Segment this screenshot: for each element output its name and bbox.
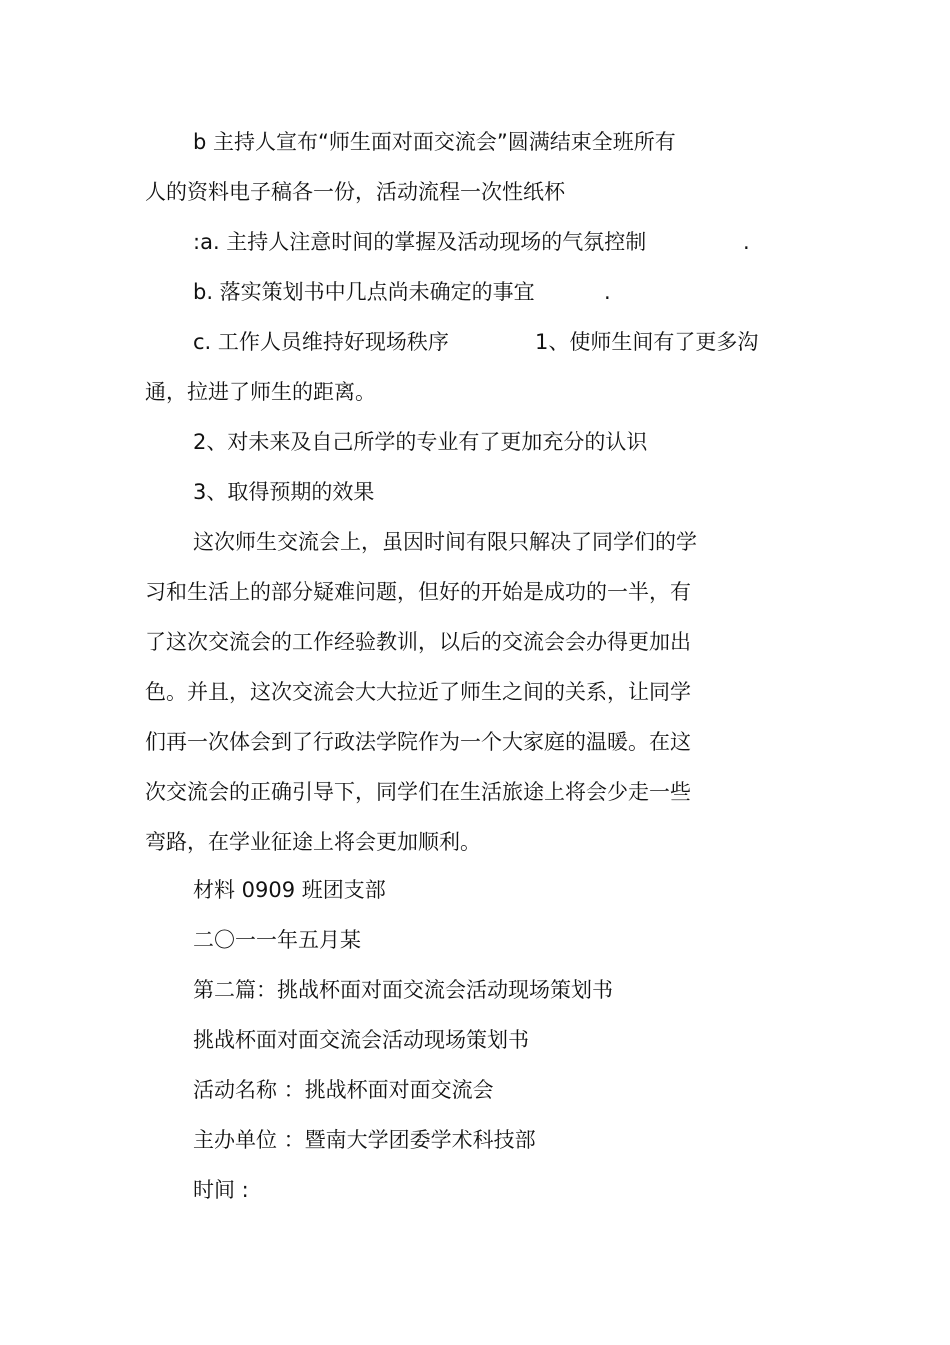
line-text: 挑战杯面对面交流会活动现场策划书 <box>193 1028 529 1052</box>
paragraph-line <box>145 377 376 407</box>
line-text: b 主持人宣布“师生面对面交流会”圆满结束全班所有 <box>193 130 676 154</box>
paragraph-line <box>145 727 691 757</box>
line-text: 弯路，在学业征途上将会更加顺利。 <box>145 830 481 854</box>
line-text: 材料 0909 班团支部 <box>193 878 386 902</box>
line-text: 人的资料电子稿各一份，活动流程一次性纸杯 <box>145 180 565 204</box>
line-text: 们再一次体会到了行政法学院作为一个大家庭的温暖。在这 <box>145 730 691 754</box>
paragraph-line <box>145 627 691 657</box>
line-text: 了这次交流会的工作经验教训，以后的交流会会办得更加出 <box>145 630 691 654</box>
line-text: 3、取得预期的效果 <box>193 480 375 504</box>
paragraph-line <box>145 827 481 857</box>
paragraph-line <box>193 127 676 157</box>
line-text: 第二篇：挑战杯面对面交流会活动现场策划书 <box>193 978 613 1002</box>
line-text: 色。并且，这次交流会大大拉近了师生之间的关系，让同学 <box>145 680 691 704</box>
paragraph-line <box>193 1125 536 1155</box>
line-text: 1、使师生间有了更多沟 <box>535 330 759 354</box>
line-text: 次交流会的正确引导下，同学们在生活旅途上将会少走一些 <box>145 780 691 804</box>
line-text: c. 工作人员维持好现场秩序 <box>193 330 449 354</box>
paragraph-line <box>193 975 613 1005</box>
paragraph-line <box>193 1175 249 1205</box>
trailing-dot: . <box>743 230 750 254</box>
paragraph-line <box>193 427 647 457</box>
paragraph-line <box>193 527 697 557</box>
line-text: 时间 : <box>193 1178 249 1202</box>
paragraph-line <box>193 1025 529 1055</box>
line-text: 二〇一一年五月某 <box>193 928 361 952</box>
line-text: b. 落实策划书中几点尚未确定的事宜 <box>193 280 535 304</box>
line-text: 主办单位 ：暨南大学团委学术科技部 <box>193 1128 536 1152</box>
line-text: 这次师生交流会上，虽因时间有限只解决了同学们的学 <box>193 530 697 554</box>
paragraph-line <box>145 677 691 707</box>
paragraph-line <box>193 477 374 507</box>
line-text: 2、对未来及自己所学的专业有了更加充分的认识 <box>193 430 648 454</box>
line-text: 通，拉进了师生的距离。 <box>145 380 376 404</box>
paragraph-line <box>145 777 691 807</box>
trailing-dot: . <box>604 280 611 304</box>
line-text: 习和生活上的部分疑难问题，但好的开始是成功的一半，有 <box>145 580 691 604</box>
paragraph-line <box>145 177 565 207</box>
paragraph-line <box>193 925 361 955</box>
line-text: :a. 主持人注意时间的掌握及活动现场的气氛控制 <box>193 230 647 254</box>
paragraph-line <box>193 1075 494 1105</box>
paragraph-line <box>193 875 386 905</box>
paragraph-line <box>145 577 691 607</box>
line-text: 活动名称 ：挑战杯面对面交流会 <box>193 1078 494 1102</box>
